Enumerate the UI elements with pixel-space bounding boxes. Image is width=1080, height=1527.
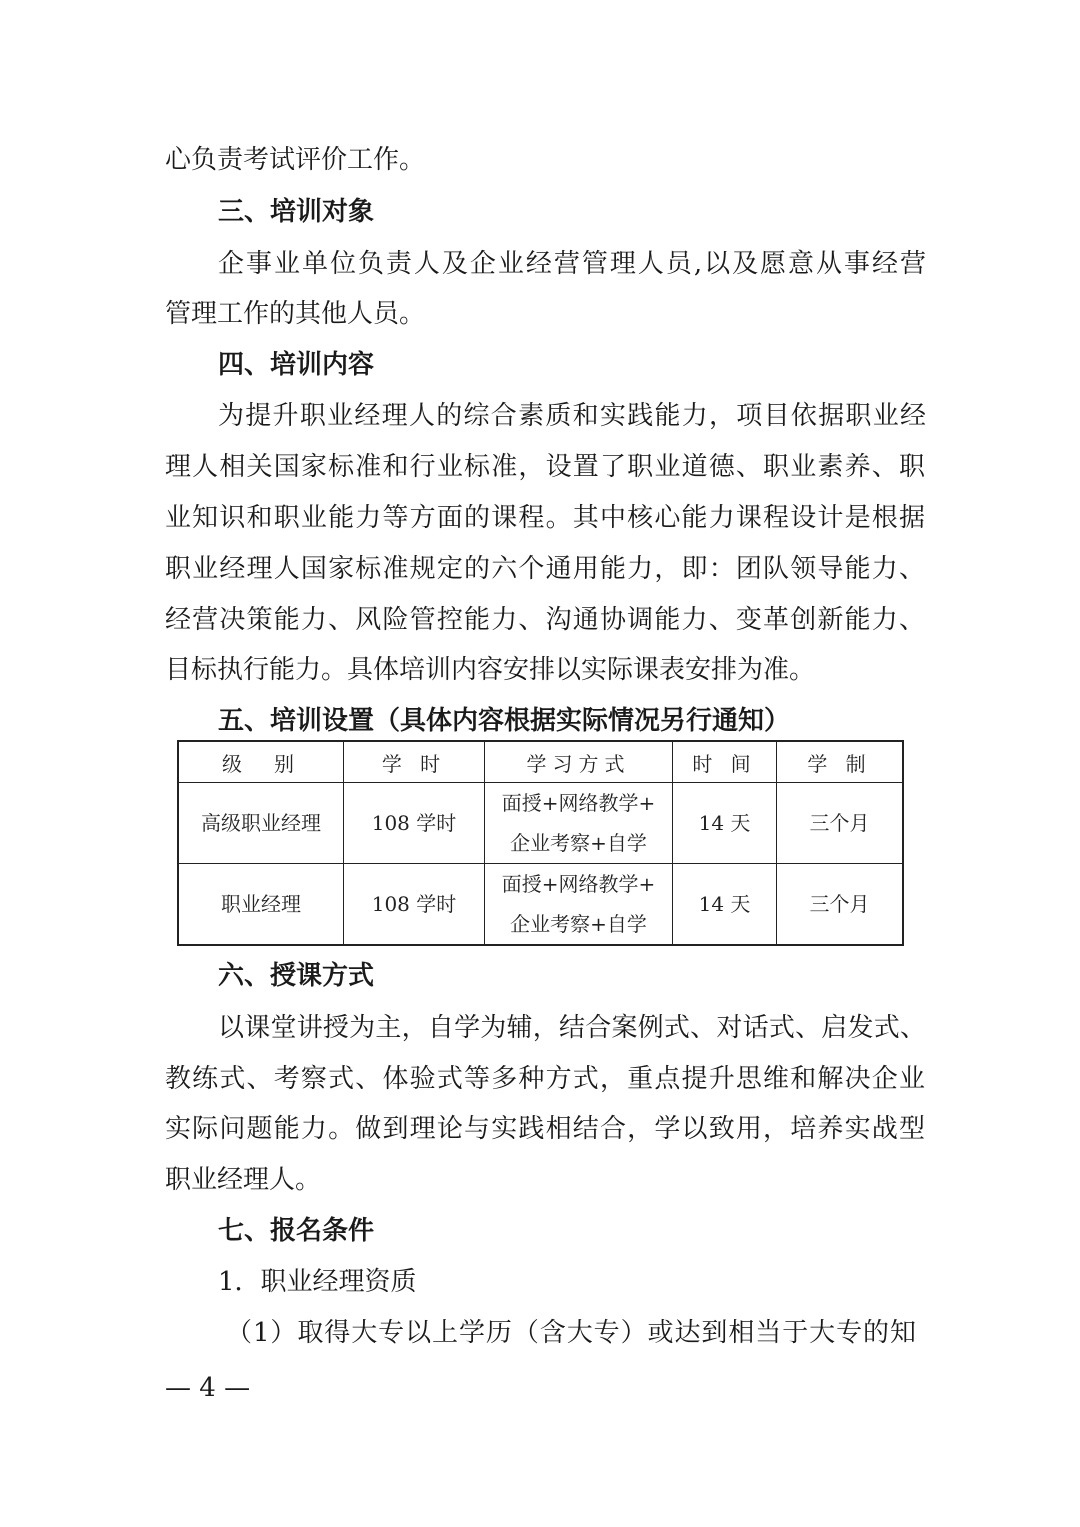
cell-mode-line: 面授+网络教学+	[501, 791, 656, 815]
cell-level: 职业经理	[178, 864, 344, 946]
cell-mode	[485, 864, 673, 946]
paragraph-line: （1）取得大专以上学历（含大专）或达到相当于大专的知	[226, 1318, 916, 1348]
column-header-time: 时 间	[673, 741, 777, 783]
cell-mode	[485, 783, 673, 864]
section-heading-enrollment: 七、报名条件	[218, 1216, 375, 1246]
cell-hours: 108 学时	[344, 864, 485, 946]
section-heading-training-settings: 五、培训设置（具体内容根据实际情况另行通知）	[218, 706, 791, 736]
paragraph-line: 目标执行能力。具体培训内容安排以实际课表安排为准。	[165, 655, 816, 685]
section-heading-teaching-method: 六、授课方式	[218, 961, 375, 991]
cell-mode-line: 面授+网络教学+	[501, 872, 656, 896]
cell-level: 高级职业经理	[178, 783, 344, 864]
paragraph-line: 职业经理人。	[165, 1165, 322, 1195]
paragraph-line: 职业经理人国家标准规定的六个通用能力，即：团队领导能力、	[165, 554, 925, 584]
paragraph-line: 企事业单位负责人及企业经营管理人员,以及愿意从事经营	[218, 249, 926, 279]
table-row	[178, 864, 903, 946]
paragraph-line: 以课堂讲授为主，自学为辅，结合案例式、对话式、启发式、	[218, 1013, 926, 1043]
column-header-hours: 学 时	[344, 741, 485, 783]
paragraph-line: 管理工作的其他人员。	[165, 299, 426, 329]
paragraph-line: 为提升职业经理人的综合素质和实践能力，项目依据职业经	[218, 401, 926, 431]
cell-duration: 三个月	[777, 864, 904, 946]
section-heading-training-content: 四、培训内容	[218, 350, 375, 380]
table-row	[178, 783, 903, 864]
column-header-level: 级 别	[178, 741, 344, 783]
paragraph-line: 实际问题能力。做到理论与实践相结合，学以致用，培养实战型	[165, 1114, 925, 1144]
paragraph-line: 1．职业经理资质	[218, 1267, 417, 1297]
paragraph-line: 心负责考试评价工作。	[165, 145, 426, 175]
paragraph-line: 教练式、考察式、体验式等多种方式，重点提升思维和解决企业	[165, 1064, 925, 1094]
paragraph-line: 经营决策能力、风险管控能力、沟通协调能力、变革创新能力、	[165, 605, 925, 635]
cell-mode-line: 企业考察+自学	[510, 831, 647, 855]
column-header-mode: 学习方式	[485, 741, 673, 783]
column-header-duration: 学 制	[777, 741, 904, 783]
paragraph-line: 业知识和职业能力等方面的课程。其中核心能力课程设计是根据	[165, 503, 925, 533]
training-settings-table	[177, 740, 904, 946]
section-heading-training-target: 三、培训对象	[218, 197, 375, 227]
cell-time: 14 天	[673, 783, 777, 864]
cell-mode-line: 企业考察+自学	[510, 912, 647, 936]
cell-hours: 108 学时	[344, 783, 485, 864]
cell-duration: 三个月	[777, 783, 904, 864]
page-number: — 4 —	[165, 1373, 251, 1403]
paragraph-line: 理人相关国家标准和行业标准，设置了职业道德、职业素养、职	[165, 452, 925, 482]
table-header-row	[178, 741, 903, 783]
cell-time: 14 天	[673, 864, 777, 946]
